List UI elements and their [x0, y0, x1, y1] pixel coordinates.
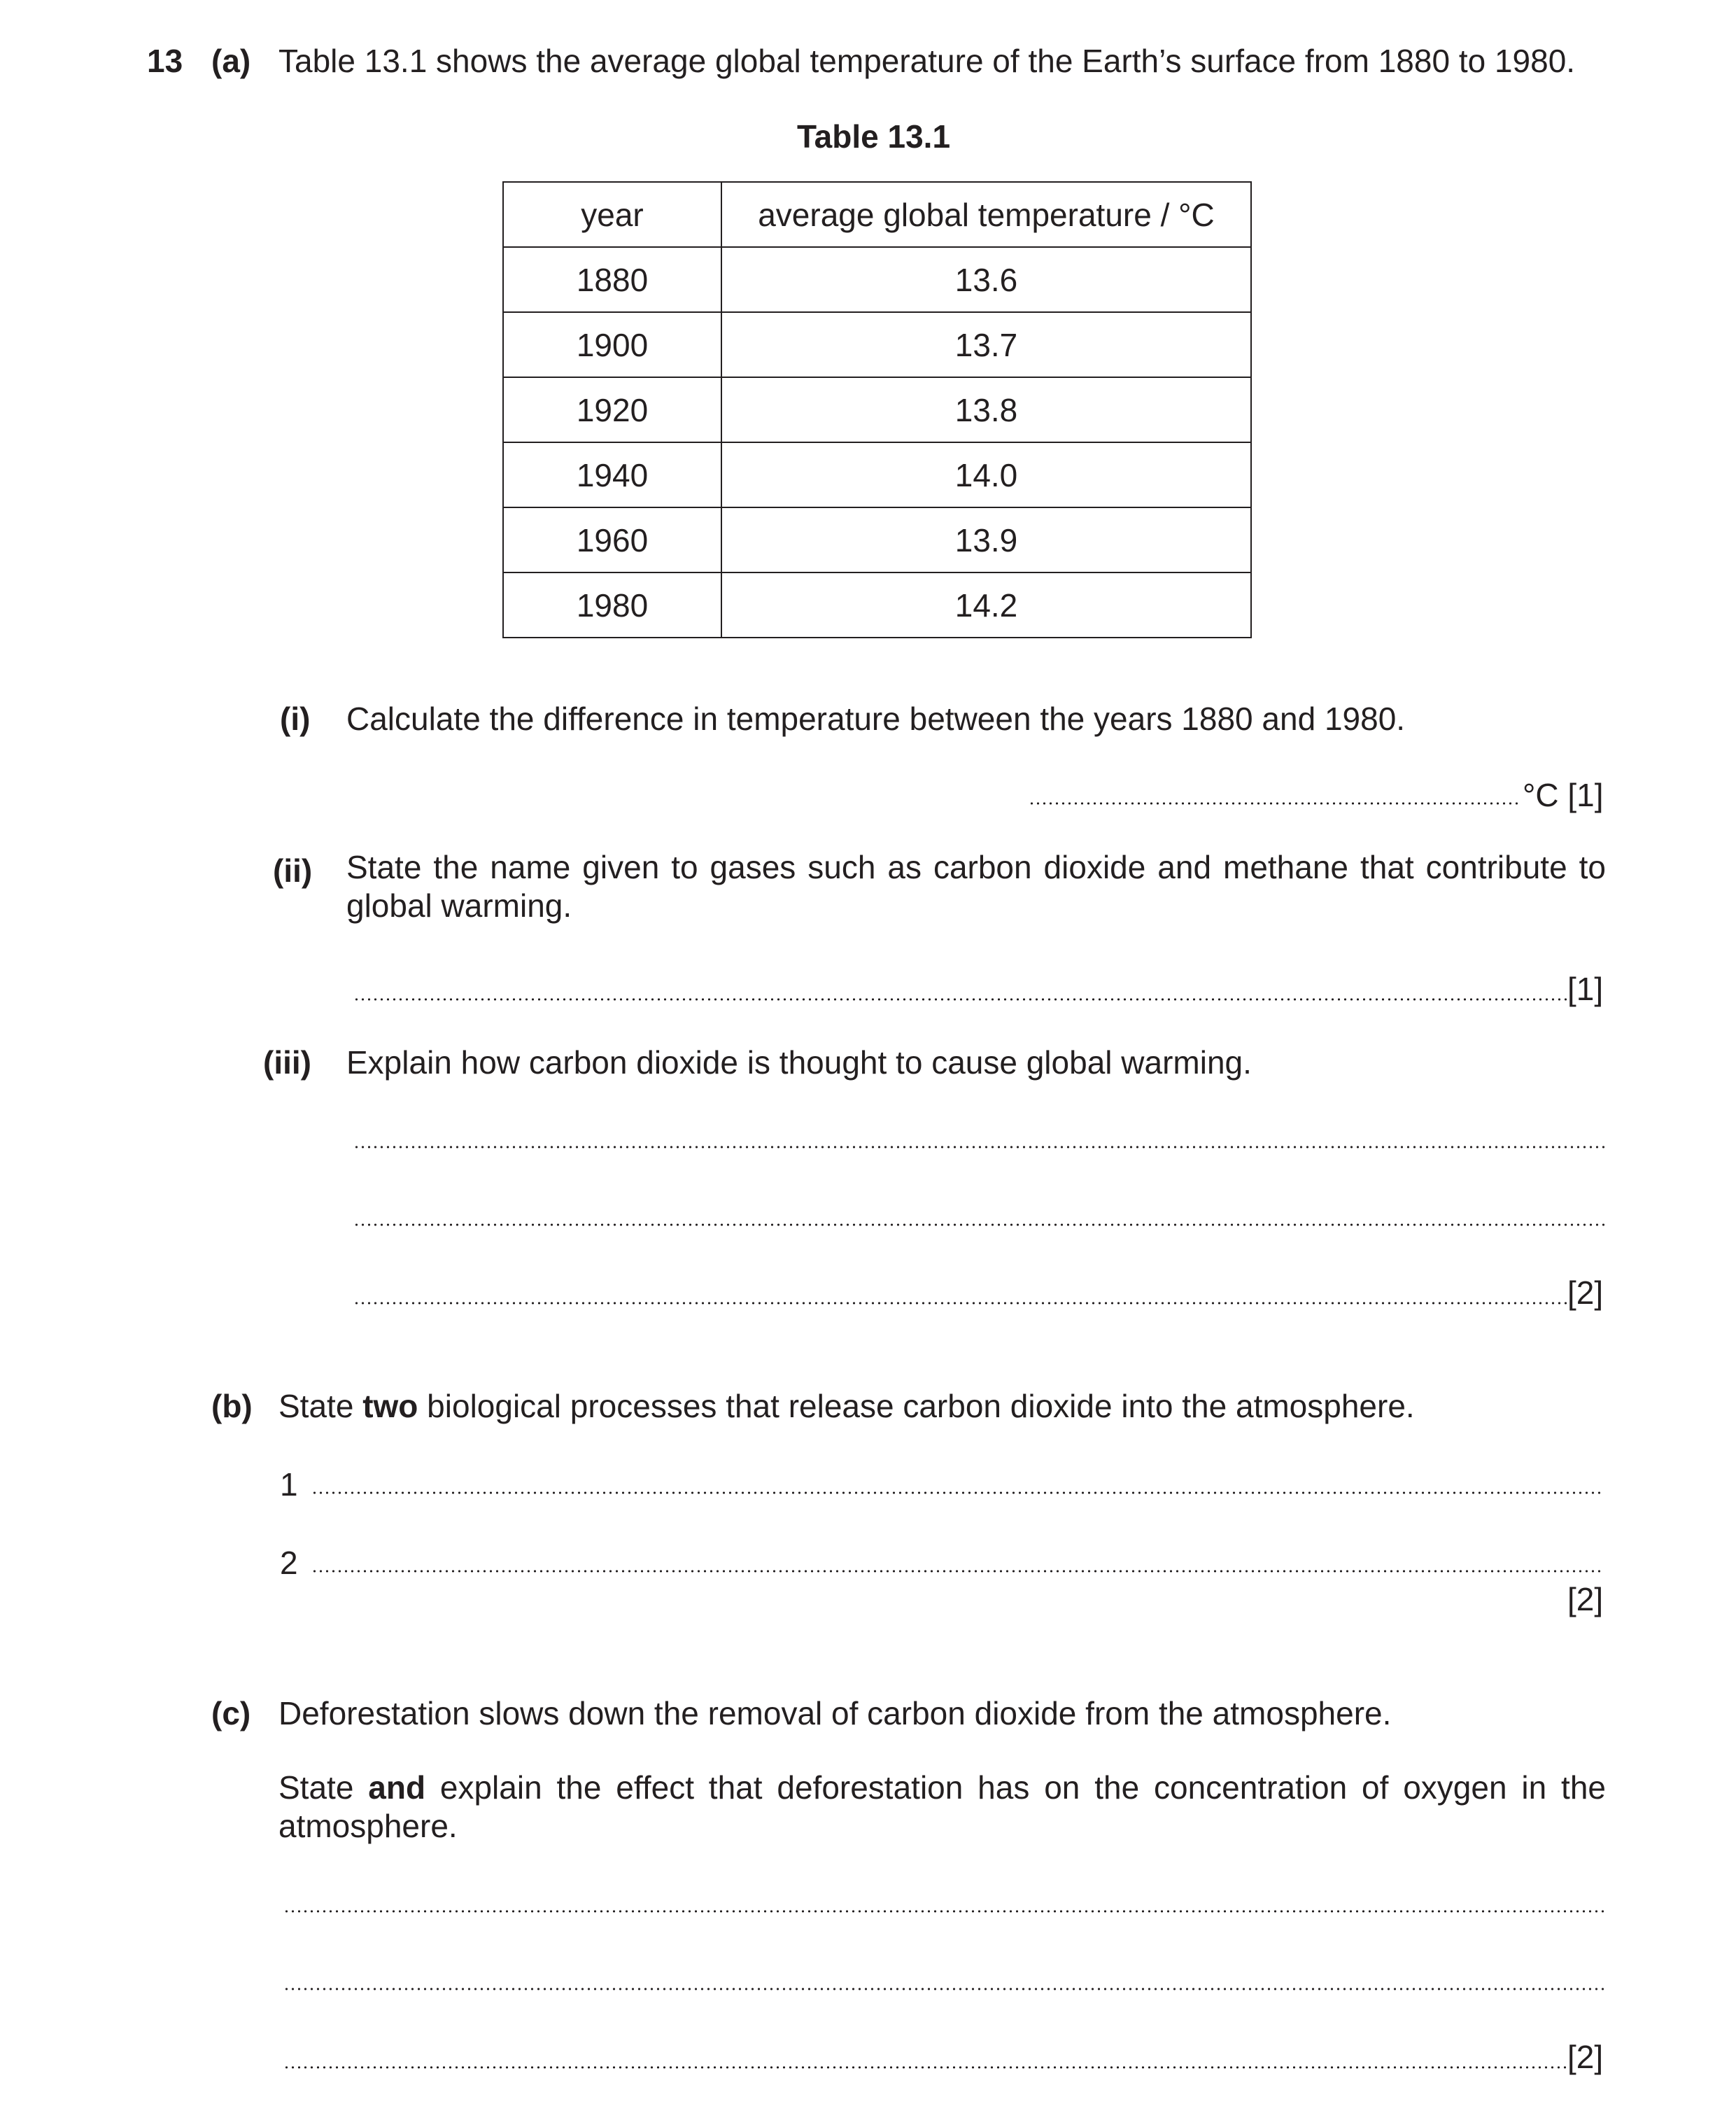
question-number: 13: [147, 43, 183, 79]
table-row: [503, 247, 1251, 312]
table-cell-temperature: 13.7: [721, 312, 1251, 377]
part-b-line-1-number: 1: [280, 1466, 298, 1503]
part-c-instruction-post: explain the effect that deforestation has on the concentration of oxygen in the atmosphere.: [278, 1769, 1606, 1844]
part-b-text-bold: two: [362, 1388, 418, 1424]
table-cell-temperature: 14.0: [721, 442, 1251, 507]
part-c-label: (c): [211, 1695, 251, 1731]
table-cell-temperature: 13.8: [721, 377, 1251, 442]
part-a-iii-text: Explain how carbon dioxide is thought to cause global warming.: [346, 1044, 1252, 1081]
answer-line-c-1[interactable]: [283, 1910, 1604, 1913]
table-title: Table 13.1: [797, 118, 951, 155]
part-b-text-post: biological processes that release carbon dioxide into the atmosphere.: [418, 1388, 1415, 1424]
answer-line-a-iii-3[interactable]: [353, 1302, 1567, 1305]
answer-line-a-iii-1[interactable]: [353, 1146, 1604, 1148]
answer-line-b-1[interactable]: [311, 1491, 1604, 1494]
part-a-i-text: Calculate the difference in temperature between the years 1880 and 1980.: [346, 701, 1406, 737]
table-row: [503, 377, 1251, 442]
part-a-i-marks: °C [1]: [1523, 777, 1604, 813]
table-header: average global temperature / °C: [721, 182, 1251, 247]
table-cell-year: 1920: [503, 377, 721, 442]
part-a-i-label: (i): [280, 701, 311, 737]
temperature-table: [502, 181, 1252, 638]
table-row: [503, 312, 1251, 377]
part-a-iii-marks: [2]: [1567, 1274, 1604, 1311]
part-a-intro: Table 13.1 shows the average global temperature of the Earth’s surface from 1880 to 1980.: [278, 43, 1576, 79]
part-b-marks: [2]: [1567, 1581, 1604, 1617]
table-row: [503, 572, 1251, 638]
part-b-text: [278, 1390, 1415, 1422]
answer-line-b-2[interactable]: [311, 1570, 1604, 1573]
answer-line-a-iii-2[interactable]: [353, 1223, 1604, 1226]
answer-line-c-3[interactable]: [283, 2066, 1567, 2069]
answer-line-a-i[interactable]: [1029, 802, 1520, 805]
part-c-marks: [2]: [1567, 2039, 1604, 2075]
table-cell-temperature: 13.6: [721, 247, 1251, 312]
table-cell-year: 1980: [503, 572, 721, 638]
answer-line-c-2[interactable]: [283, 1988, 1604, 1990]
table-header-row: [503, 182, 1251, 247]
part-c-instruction-bold: and: [368, 1769, 426, 1806]
table-cell-year: 1880: [503, 247, 721, 312]
part-a-label: (a): [211, 43, 251, 79]
part-c-instruction-pre: State: [278, 1769, 369, 1806]
part-a-ii-label: (ii): [273, 852, 313, 889]
part-b-text-pre: State: [278, 1388, 363, 1424]
part-a-ii-text: State the name given to gases such as carbon dioxide and methane that contribute to global warming.: [346, 849, 1606, 924]
answer-line-a-ii[interactable]: [353, 998, 1567, 1001]
table-row: [503, 507, 1251, 572]
part-a-ii-marks: [1]: [1567, 971, 1604, 1007]
part-c-text: Deforestation slows down the removal of carbon dioxide from the atmosphere.: [278, 1695, 1392, 1731]
table-cell-year: 1940: [503, 442, 721, 507]
table-cell-temperature: 13.9: [721, 507, 1251, 572]
table-cell-year: 1960: [503, 507, 721, 572]
part-c-instruction: [278, 1769, 1606, 1846]
table-header: year: [503, 182, 721, 247]
table-row: [503, 442, 1251, 507]
part-b-label: (b): [211, 1388, 253, 1424]
table-cell-temperature: 14.2: [721, 572, 1251, 638]
table-cell-year: 1900: [503, 312, 721, 377]
part-b-line-2-number: 2: [280, 1545, 298, 1581]
part-a-iii-label: (iii): [263, 1044, 311, 1081]
